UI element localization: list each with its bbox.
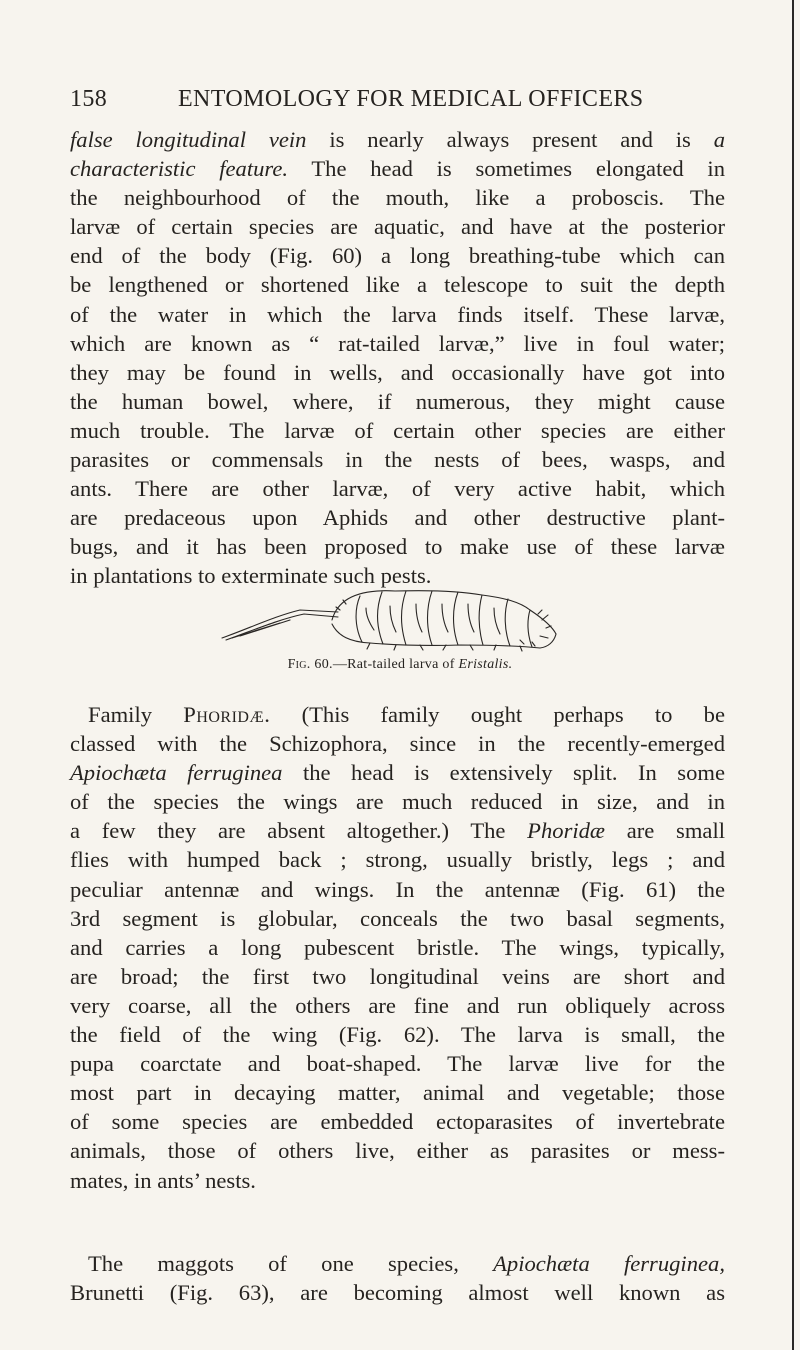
text-line: end of the body (Fig. 60) a long breathing-tube which can	[70, 243, 725, 269]
caption-species: Eristalis.	[458, 657, 513, 672]
text-line: parasites or commensals in the nests of bees, wasps, and	[70, 447, 725, 473]
text-span: a few they are absent altogether.) The	[70, 818, 528, 844]
text-line: in plantations to exterminate such pests.	[70, 563, 432, 589]
italic-term: characteristic feature.	[70, 156, 289, 182]
text-line: are predaceous upon Aphids and other destructive plant-	[70, 505, 725, 531]
text-line: the neighbourhood of the mouth, like a proboscis. The	[70, 185, 725, 211]
paragraph-1	[70, 125, 725, 591]
text-span: (This family ought perhaps to be	[270, 702, 726, 727]
italic-term: Phoridæ	[527, 818, 606, 844]
text-line: flies with humped back ; strong, usually bristly, legs ; and	[70, 847, 725, 873]
text-line: much trouble. The larvæ of certain other species are either	[70, 417, 725, 443]
text-line	[70, 1249, 725, 1278]
text-line	[70, 816, 725, 845]
text-line: the human bowel, where, if numerous, they might cause	[70, 388, 725, 414]
italic-term: a	[713, 127, 725, 152]
text-line: which are known as “ rat-tailed larvæ,” live in foul water;	[70, 330, 725, 356]
text-line: Brunetti (Fig. 63), are becoming almost well known as	[70, 1280, 725, 1306]
text-line: peculiar antennæ and wings. In the antennæ (Fig. 61) the	[70, 876, 725, 902]
caption-text: —Rat-tailed larva of	[332, 657, 459, 672]
text-line: the field of the wing (Fig. 62). The larva is small, the	[70, 1022, 725, 1048]
text-line	[70, 154, 725, 183]
italic-term: Apiochæta ferruginea,	[493, 1251, 725, 1276]
text-line	[70, 758, 725, 787]
italic-term: false longitudinal vein	[70, 127, 307, 152]
text-line: bugs, and it has been proposed to make use of these larvæ	[70, 534, 725, 560]
rat-tailed-larva-illustration	[220, 590, 560, 652]
text-line: pupa coarctate and boat-shaped. The larvæ live for the	[70, 1051, 725, 1077]
figure-caption	[0, 657, 800, 673]
text-line: are broad; the first two longitudinal veins are short and	[70, 963, 725, 989]
paragraph-2	[70, 700, 725, 1195]
text-line: of some species are embedded ectoparasites of invertebrate	[70, 1109, 725, 1135]
text-line: ants. There are other larvæ, of very active habit, which	[70, 476, 725, 502]
text-line: larvæ of certain species are aquatic, and have at the posterior	[70, 214, 725, 240]
text-line: of the water in which the larva finds itself. These larvæ,	[70, 301, 725, 327]
family-name: Phoridæ.	[183, 702, 271, 727]
text-span: the head is extensively split. In some	[282, 760, 725, 786]
running-title: ENTOMOLOGY FOR MEDICAL OFFICERS	[178, 86, 644, 112]
text-line: and carries a long pubescent bristle. The wings, typically,	[70, 934, 725, 960]
text-span: The head is sometimes elongated in	[288, 156, 725, 182]
text-span: Family	[88, 702, 184, 727]
text-line: classed with the Schizophora, since in the recently-emerged	[70, 731, 725, 757]
text-line: of the species the wings are much reduced in size, and in	[70, 789, 725, 815]
figure-label: Fig. 60.	[287, 657, 333, 672]
text-line	[70, 125, 725, 154]
text-line	[70, 700, 725, 729]
text-span: is nearly always present and is	[306, 127, 714, 152]
italic-term: Apiochæta ferruginea	[70, 760, 283, 786]
text-span: are small	[605, 818, 726, 844]
page-number: 158	[70, 86, 108, 112]
text-span: The maggots of one species,	[88, 1251, 494, 1276]
text-line: be lengthened or shortened like a telescope to suit the depth	[70, 272, 725, 298]
text-line: very coarse, all the others are fine and run obliquely across	[70, 992, 725, 1018]
text-line: animals, those of others live, either as parasites or mess-	[70, 1138, 725, 1164]
text-line: mates, in ants’ nests.	[70, 1167, 256, 1193]
text-line: most part in decaying matter, animal and vegetable; those	[70, 1080, 725, 1106]
paragraph-3	[70, 1249, 725, 1307]
text-line: they may be found in wells, and occasionally have got into	[70, 359, 725, 385]
text-line: 3rd segment is globular, conceals the two basal segments,	[70, 905, 725, 931]
page-edge-line	[792, 0, 794, 1350]
